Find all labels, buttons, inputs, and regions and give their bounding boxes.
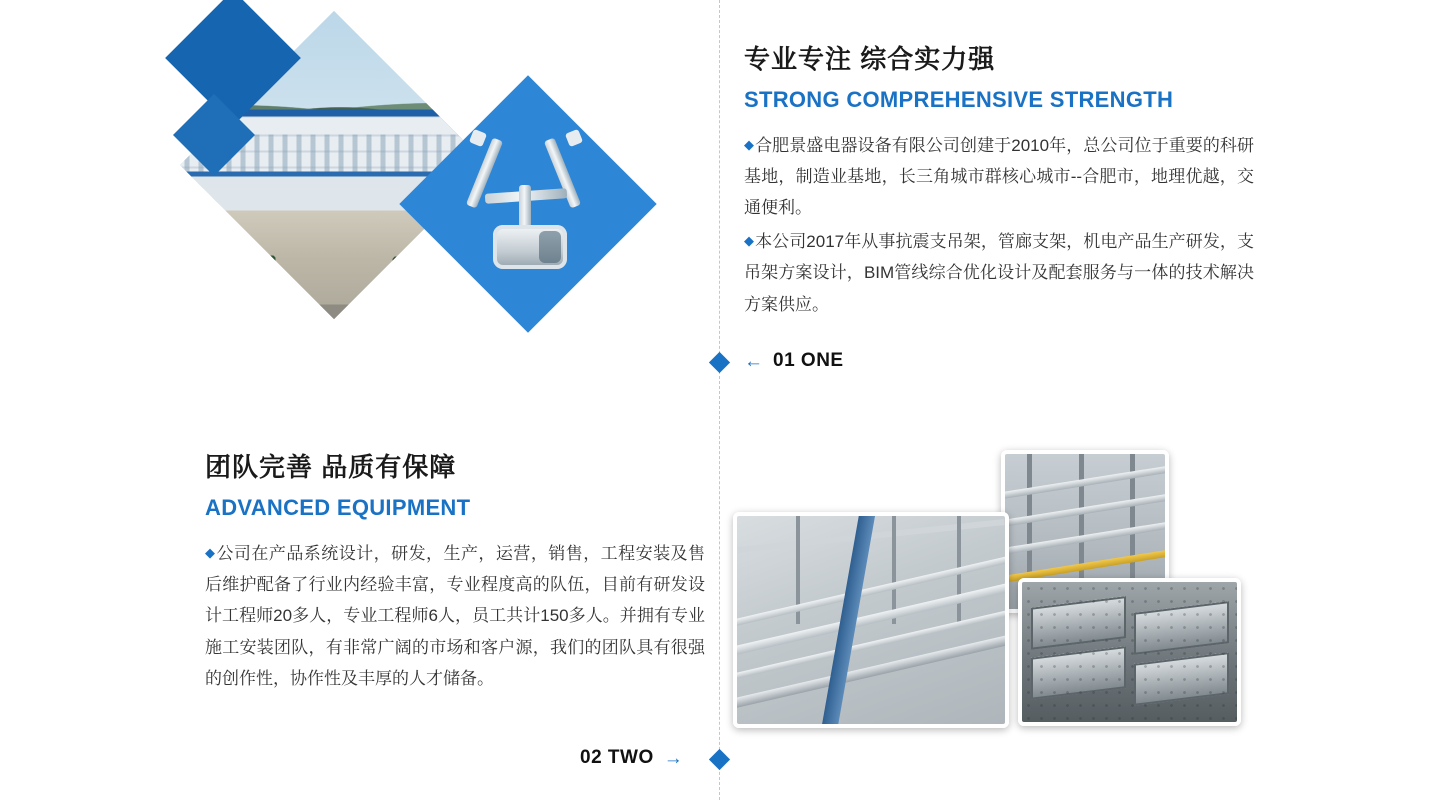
section-01-title-cn: 专业专注 综合实力强 [744,44,996,74]
section-02-paragraph-1 [205,538,705,695]
clamp-pipe [493,225,567,269]
factory-road [180,305,488,319]
section-01-paragraph-2 [744,226,1254,320]
section-01-text-block [744,44,1254,322]
section-01-image-collage [185,10,725,390]
clamp-tip [565,129,583,147]
section-02-title-cn: 团队完善 品质有保障 [205,452,457,482]
bullet-icon: ◆ [744,136,755,152]
section-02-index-label: 02 TWO [580,747,654,768]
rack-level [1001,521,1169,556]
bullet-icon: ◆ [744,232,755,248]
arrow-left-icon: ← [744,350,763,372]
rack-level [1001,465,1169,500]
section-01-paragraph-1 [744,130,1254,224]
tree-icon [393,257,415,283]
clamp-tip [469,129,487,147]
section-01-title-en: STRONG COMPREHENSIVE STRENGTH [744,87,1174,113]
section-01-index-label: 01 ONE [773,350,844,371]
tree-icon [197,259,223,289]
section-01-paragraph-2-text: 本公司2017年从事抗震支吊架，管廊支架，机电产品生产研发，支吊架方案设计，BIM管线综合优化设计及配套服务与一体的技术解决方案供应。 [744,231,1254,314]
section-01-index [744,350,844,372]
pipe-installation-photo [733,512,1009,728]
tray-perforation-pattern [1022,582,1237,722]
bullet-icon: ◆ [205,544,216,560]
pipe-clamp-illustration [453,129,603,279]
section-02-text-block [205,452,705,697]
rack-level [1001,493,1169,528]
section-02-index [580,747,683,769]
section-02-title-en: ADVANCED EQUIPMENT [205,495,471,521]
arrow-right-icon: → [663,747,683,769]
tree-icon [256,255,276,279]
section-02-paragraph-1-text: 公司在产品系统设计，研发，生产，运营，销售，工程安装及售后维护配备了行业内经验丰富，专业程度高的队伍，目前有研发设计工程师20多人，专业工程师6人，员工共计150多人。并拥有专业施工安装团队，有非常广阔的市场和客户源，我们的团队具有很强的创作性，协作性及丰厚的人才储备。 [205,543,706,689]
cable-tray-stack-photo [1018,578,1241,726]
divider-diamond-marker-bottom [709,749,730,770]
section-01-paragraph-1-text: 合肥景盛电器设备有限公司创建于2010年，总公司位于重要的科研基地，制造业基地，长三角城市群核心城市--合肥市，地理优越，交通便利。 [744,135,1254,218]
section-02-image-collage [733,450,1233,722]
